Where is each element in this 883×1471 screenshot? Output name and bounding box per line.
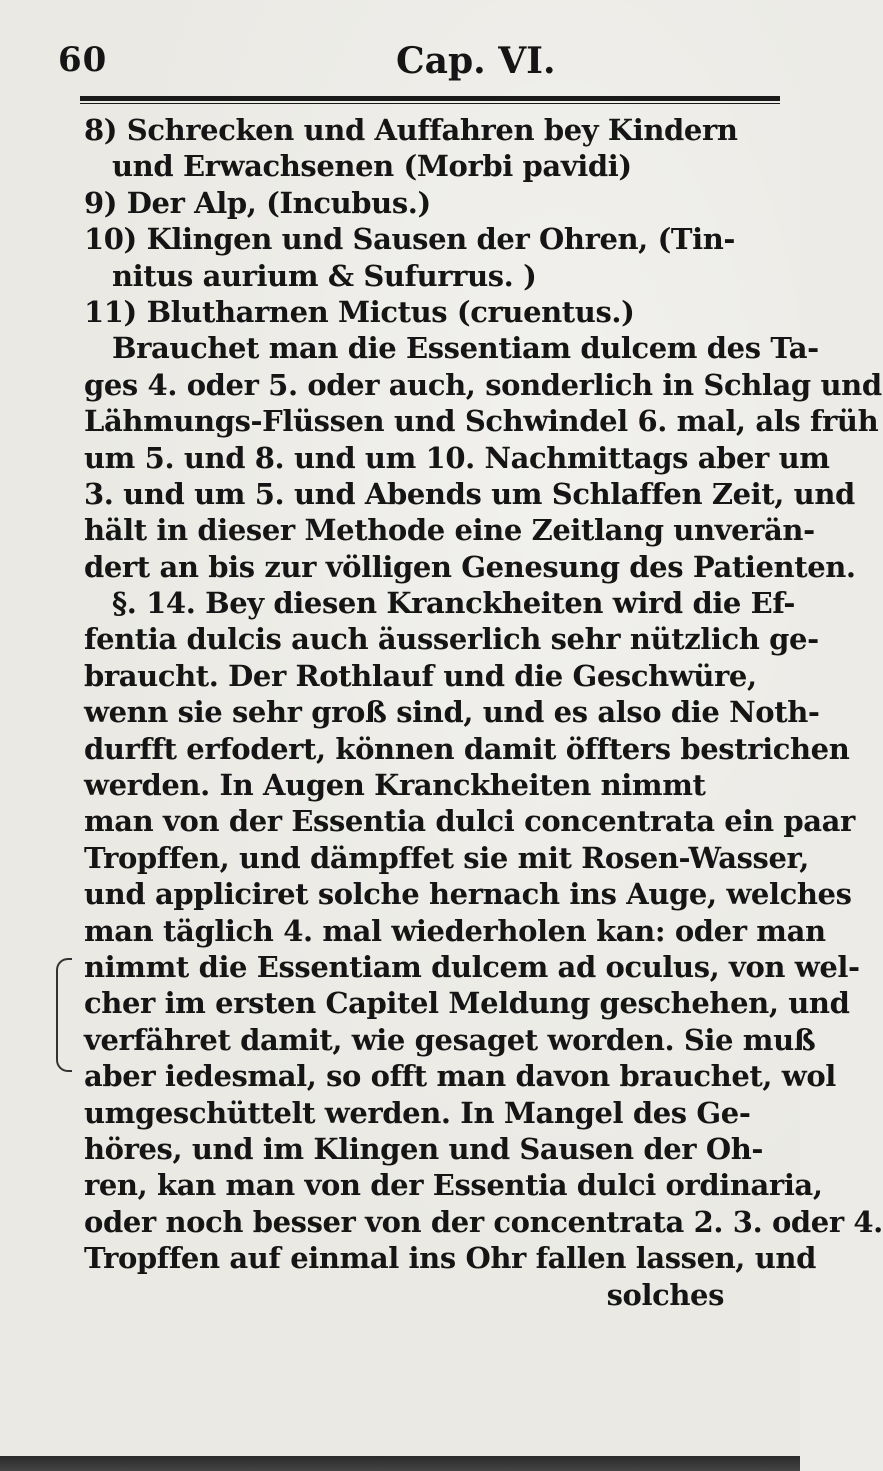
text-line: und Erwachsenen (Morbi pavidi): [112, 149, 632, 184]
text-line: braucht. Der Rothlauf und die Geschwüre,: [84, 658, 757, 693]
text-line: 10) Klingen und Sausen der Ohren, (Tin-: [84, 222, 736, 257]
text-line: 3. und um 5. und Abends um Schlaffen Zeit, und: [84, 476, 855, 511]
text-line: höres, und im Klingen und Sausen der Oh-: [84, 1131, 764, 1166]
text-line: oder noch besser von der concentrata 2. 3. oder 4.: [84, 1204, 883, 1239]
text-line: fentia dulcis auch äusserlich sehr nützlich ge-: [84, 622, 819, 657]
text-line: hält in dieser Methode eine Zeitlang unverän-: [84, 513, 815, 548]
page-number: 60: [58, 40, 108, 80]
bottom-edge: [0, 1456, 800, 1471]
text-line: Lähmungs-Flüssen und Schwindel 6. mal, als früh: [84, 404, 879, 439]
text-line: nitus aurium & Sufurrus. ): [112, 258, 537, 293]
text-line: verfähret damit, wie gesaget worden. Sie muß: [84, 1022, 816, 1057]
text-line: ges 4. oder 5. oder auch, sonderlich in Schlag und: [84, 367, 882, 402]
text-line: Brauchet man die Essentiam dulcem des Ta-: [112, 331, 819, 366]
body-text: [84, 112, 883, 1313]
text-line: Tropffen, und dämpffet sie mit Rosen-Wasser,: [84, 840, 809, 875]
text-line: umgeschüttelt werden. In Mangel des Ge-: [84, 1095, 751, 1130]
header-rule: [80, 96, 780, 104]
text-line: man täglich 4. mal wiederholen kan: oder man: [84, 913, 826, 948]
text-line: §. 14. Bey diesen Kranckheiten wird die Ef-: [112, 586, 796, 621]
text-line: ren, kan man von der Essentia dulci ordinaria,: [84, 1168, 823, 1203]
text-line: durfft erfodert, können damit öffters bestrichen: [84, 731, 850, 766]
text-line: und appliciret solche hernach ins Auge, welches: [84, 877, 852, 912]
text-line: um 5. und 8. und um 10. Nachmittags aber um: [84, 440, 830, 475]
text-line: cher im ersten Capitel Meldung geschehen, und: [84, 986, 850, 1021]
text-line: nimmt die Essentiam dulcem ad oculus, von wel-: [84, 949, 860, 984]
margin-bracket: [56, 958, 72, 1072]
catchword: solches: [606, 1277, 724, 1312]
text-line: man von der Essentia dulci concentrata ein paar: [84, 804, 855, 839]
text-line: dert an bis zur völligen Genesung des Patienten.: [84, 549, 856, 584]
chapter-title: Cap. VI.: [396, 40, 556, 82]
text-line: Tropffen auf einmal ins Ohr fallen lassen, und: [84, 1241, 816, 1276]
text-line: 9) Der Alp, (Incubus.): [84, 185, 431, 220]
page-header: [58, 40, 778, 100]
text-line: wenn sie sehr groß sind, und es also die Noth-: [84, 695, 820, 730]
text-line: 11) Blutharnen Mictus (cruentus.): [84, 294, 635, 329]
text-line: 8) Schrecken und Auffahren bey Kindern: [84, 113, 738, 147]
text-line: werden. In Augen Kranckheiten nimmt: [84, 768, 706, 803]
text-line: aber iedesmal, so offt man davon brauchet, wol: [84, 1059, 836, 1094]
